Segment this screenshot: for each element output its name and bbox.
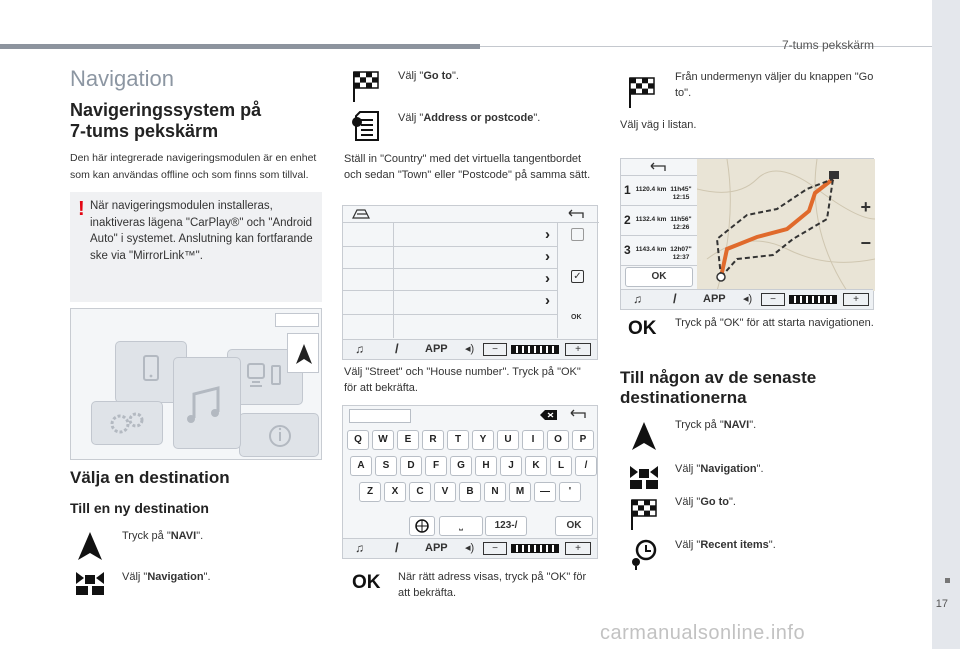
system-heading	[70, 100, 320, 142]
route-eta: 12:26	[672, 224, 690, 231]
keyboard-row-3	[359, 482, 581, 502]
r1-post: ".	[749, 419, 757, 431]
street-instruction: Välj "Street" och "House number". Tryck på "OK" för att bekräfta.	[344, 366, 581, 394]
new-destination-heading: Till en ny destination	[70, 500, 209, 516]
page-edge-bar	[932, 0, 960, 649]
zoom-out-icon: −	[860, 233, 871, 253]
key: '	[559, 482, 581, 502]
ok-symbol: OK	[628, 318, 657, 339]
checkbox-empty-icon	[571, 228, 584, 241]
numeric-key: 123-/	[485, 516, 527, 536]
bottom-toolbar	[343, 538, 597, 558]
volume-level-bar	[511, 345, 559, 354]
volume-plus: +	[565, 343, 591, 356]
confirm-instruction: När rätt adress visas, tryck på "OK" för att bekräfta.	[398, 571, 587, 599]
key: V	[434, 482, 456, 502]
key: X	[384, 482, 406, 502]
step-address-postcode	[398, 110, 540, 126]
route-list	[621, 159, 697, 291]
route-duration: 11h56"	[670, 216, 692, 223]
nav-arrow-icon	[288, 334, 320, 374]
route-duration: 12h07"	[670, 246, 692, 253]
nav-arrow-icon	[626, 418, 662, 454]
key: E	[397, 430, 419, 450]
key: A	[350, 456, 372, 476]
key: I	[522, 430, 544, 450]
music-note-icon: ♫	[355, 541, 364, 555]
step-select-navigation	[122, 569, 211, 585]
route-distance: 1120.4 km	[635, 186, 667, 193]
checkered-flag-icon	[626, 496, 662, 532]
step-press-navi	[122, 528, 203, 544]
keyboard-row-2	[350, 456, 597, 476]
watermark: carmanualsonline.info	[600, 622, 806, 644]
recent-step-navi	[675, 417, 756, 433]
step1-pre: Tryck på "	[122, 530, 171, 542]
route-item	[621, 206, 697, 236]
warning-text: När navigeringsmodulen installeras, inaktiveras lägena "CarPlay®" och "Android Auto" i systemet. Anslutning kan fortfarande ske via "MirrorLink™".	[90, 200, 313, 262]
header-rule	[0, 44, 480, 49]
r2-post: ".	[756, 463, 764, 475]
route-item	[621, 236, 697, 266]
step4-pre: Välj "	[398, 112, 424, 124]
map-routes	[697, 159, 875, 291]
key: L	[550, 456, 572, 476]
route-number: 3	[624, 243, 631, 257]
keyboard-screen	[342, 405, 598, 559]
intro-paragraph: Den här integrerade navigeringsmodulen är en enhet som kan användas offline och som finns som tillval.	[70, 152, 317, 181]
key: R	[422, 430, 444, 450]
app-icon: APP	[425, 343, 448, 355]
volume-icon: ◂)	[465, 542, 475, 554]
route-item	[621, 176, 697, 206]
map-icon	[351, 208, 371, 220]
key: —	[534, 482, 556, 502]
step3-bold: Go to	[423, 70, 453, 82]
ok-symbol: OK	[352, 572, 381, 593]
info-icon	[240, 414, 320, 458]
route-ok-key: OK	[625, 267, 693, 287]
phone-icon: /	[395, 341, 399, 356]
nav-corner-button	[287, 333, 319, 373]
text-field	[349, 409, 411, 423]
section-header: 7-tums pekskärm	[781, 38, 874, 52]
route-distance: 1132.4 km	[635, 216, 667, 223]
keyboard-row-1	[347, 430, 594, 450]
page-title: Navigation	[70, 66, 174, 91]
key: Z	[359, 482, 381, 502]
key: O	[547, 430, 569, 450]
step2-pre: Välj "	[122, 571, 148, 583]
route-duration: 11h45"	[670, 186, 692, 193]
warning-note	[70, 192, 322, 302]
step2-post: ".	[203, 571, 211, 583]
volume-minus: −	[483, 343, 507, 356]
step2-bold: Navigation	[147, 571, 204, 583]
recent-step-navigation	[675, 461, 764, 477]
route-number: 1	[624, 183, 631, 197]
music-note-icon: ♫	[633, 292, 642, 306]
route-eta: 12:37	[672, 254, 690, 261]
app-icon: APP	[703, 293, 726, 305]
settings-tile	[91, 401, 163, 445]
r3-pre: Välj "	[675, 496, 701, 508]
key: W	[372, 430, 394, 450]
key: G	[450, 456, 472, 476]
volume-level-bar	[511, 544, 559, 553]
navigation-menu-icon	[626, 458, 662, 494]
recent-heading-line2: destinationerna	[620, 388, 747, 407]
route-map	[697, 159, 875, 291]
app-icon: APP	[425, 542, 448, 554]
recent-destinations-heading	[620, 368, 816, 408]
navigation-menu-icon	[72, 564, 108, 600]
route-number: 2	[624, 213, 631, 227]
recent-step-go-to	[675, 494, 736, 510]
zoom-in-icon: +	[860, 197, 871, 217]
ok-key: OK	[571, 314, 582, 321]
key: H	[475, 456, 497, 476]
key: Y	[472, 430, 494, 450]
recent-items-icon	[626, 536, 662, 572]
home-screen-illustration	[70, 308, 322, 460]
key: N	[484, 482, 506, 502]
r1-pre: Tryck på "	[675, 419, 724, 431]
volume-icon: ◂)	[465, 343, 475, 355]
route-distance: 1143.4 km	[635, 246, 667, 253]
back-arrow-icon	[567, 408, 589, 420]
info-tile	[239, 413, 319, 457]
key: K	[525, 456, 547, 476]
warning-icon: !	[78, 198, 85, 220]
system-heading-line2: 7-tums pekskärm	[70, 121, 219, 141]
key: P	[572, 430, 594, 450]
submenu-instruction: Från undermenyn väljer du knappen "Go to".	[675, 71, 874, 99]
r4-bold: Recent items	[700, 539, 769, 551]
phone-icon: /	[395, 540, 399, 555]
key: B	[459, 482, 481, 502]
key: F	[425, 456, 447, 476]
recent-heading-line1: Till någon av de senaste	[620, 368, 817, 387]
start-navigation-instruction: Tryck på "OK" för att starta navigationen.	[675, 317, 874, 329]
recent-step-recent-items	[675, 537, 776, 553]
volume-plus: +	[565, 542, 591, 555]
key: D	[400, 456, 422, 476]
backspace-icon	[539, 409, 559, 421]
select-destination-heading: Välja en destination	[70, 468, 230, 487]
route-selection-screen	[620, 158, 874, 310]
music-note-icon	[174, 358, 242, 450]
back-arrow-icon	[565, 208, 587, 220]
step4-post: ".	[533, 112, 541, 124]
chevron-right-icon: ›	[545, 226, 550, 243]
bottom-toolbar	[621, 289, 873, 309]
checkbox-checked-icon: ✓	[571, 270, 584, 283]
step-go-to	[398, 68, 459, 84]
step1-bold: NAVI	[170, 530, 197, 542]
volume-plus: +	[843, 293, 869, 306]
r4-pre: Välj "	[675, 539, 701, 551]
step4-bold: Address or postcode	[423, 112, 534, 124]
step1-post: ".	[196, 530, 204, 542]
volume-icon: ◂)	[743, 293, 753, 305]
r4-post: ".	[768, 539, 776, 551]
key: S	[375, 456, 397, 476]
route-eta: 12:15	[672, 194, 690, 201]
key: /	[575, 456, 597, 476]
chevron-right-icon: ›	[545, 248, 550, 265]
back-arrow-icon	[647, 161, 669, 173]
key: U	[497, 430, 519, 450]
home-top-tab	[275, 313, 319, 327]
music-tile	[173, 357, 241, 449]
phone-icon: /	[673, 291, 677, 306]
volume-minus: −	[483, 542, 507, 555]
chevron-right-icon: ›	[545, 270, 550, 287]
key: C	[409, 482, 431, 502]
r2-bold: Navigation	[700, 463, 757, 475]
volume-level-bar	[789, 295, 837, 304]
nav-arrow-icon	[72, 528, 108, 564]
key: Q	[347, 430, 369, 450]
checkered-flag-icon	[348, 68, 384, 104]
choose-route-instruction: Välj väg i listan.	[620, 119, 697, 131]
key: J	[500, 456, 522, 476]
r3-post: ".	[729, 496, 736, 508]
gears-icon	[92, 402, 164, 446]
r2-pre: Välj "	[675, 463, 701, 475]
country-instruction: Ställ in "Country" med det virtuella tangentbordet och sedan "Town" eller "Postcode" på samma sätt.	[344, 153, 591, 181]
bottom-toolbar	[343, 339, 597, 359]
address-document-icon	[348, 108, 384, 144]
step3-pre: Välj "	[398, 70, 424, 82]
page-number: 17	[935, 598, 948, 610]
space-key: ⎵	[439, 516, 483, 536]
checkered-flag-icon	[624, 74, 660, 110]
continuation-marker	[945, 578, 950, 583]
key: T	[447, 430, 469, 450]
r1-bold: NAVI	[723, 419, 750, 431]
chevron-right-icon: ›	[545, 292, 550, 309]
volume-minus: −	[761, 293, 785, 306]
music-note-icon: ♫	[355, 342, 364, 356]
r3-bold: Go to	[700, 496, 730, 508]
step3-post: ".	[452, 70, 459, 82]
ok-key: OK	[555, 516, 593, 536]
system-heading-line1: Navigeringssystem på	[70, 100, 262, 120]
globe-key	[409, 516, 435, 536]
globe-icon	[410, 517, 434, 535]
address-entry-screen	[342, 205, 598, 360]
key: M	[509, 482, 531, 502]
